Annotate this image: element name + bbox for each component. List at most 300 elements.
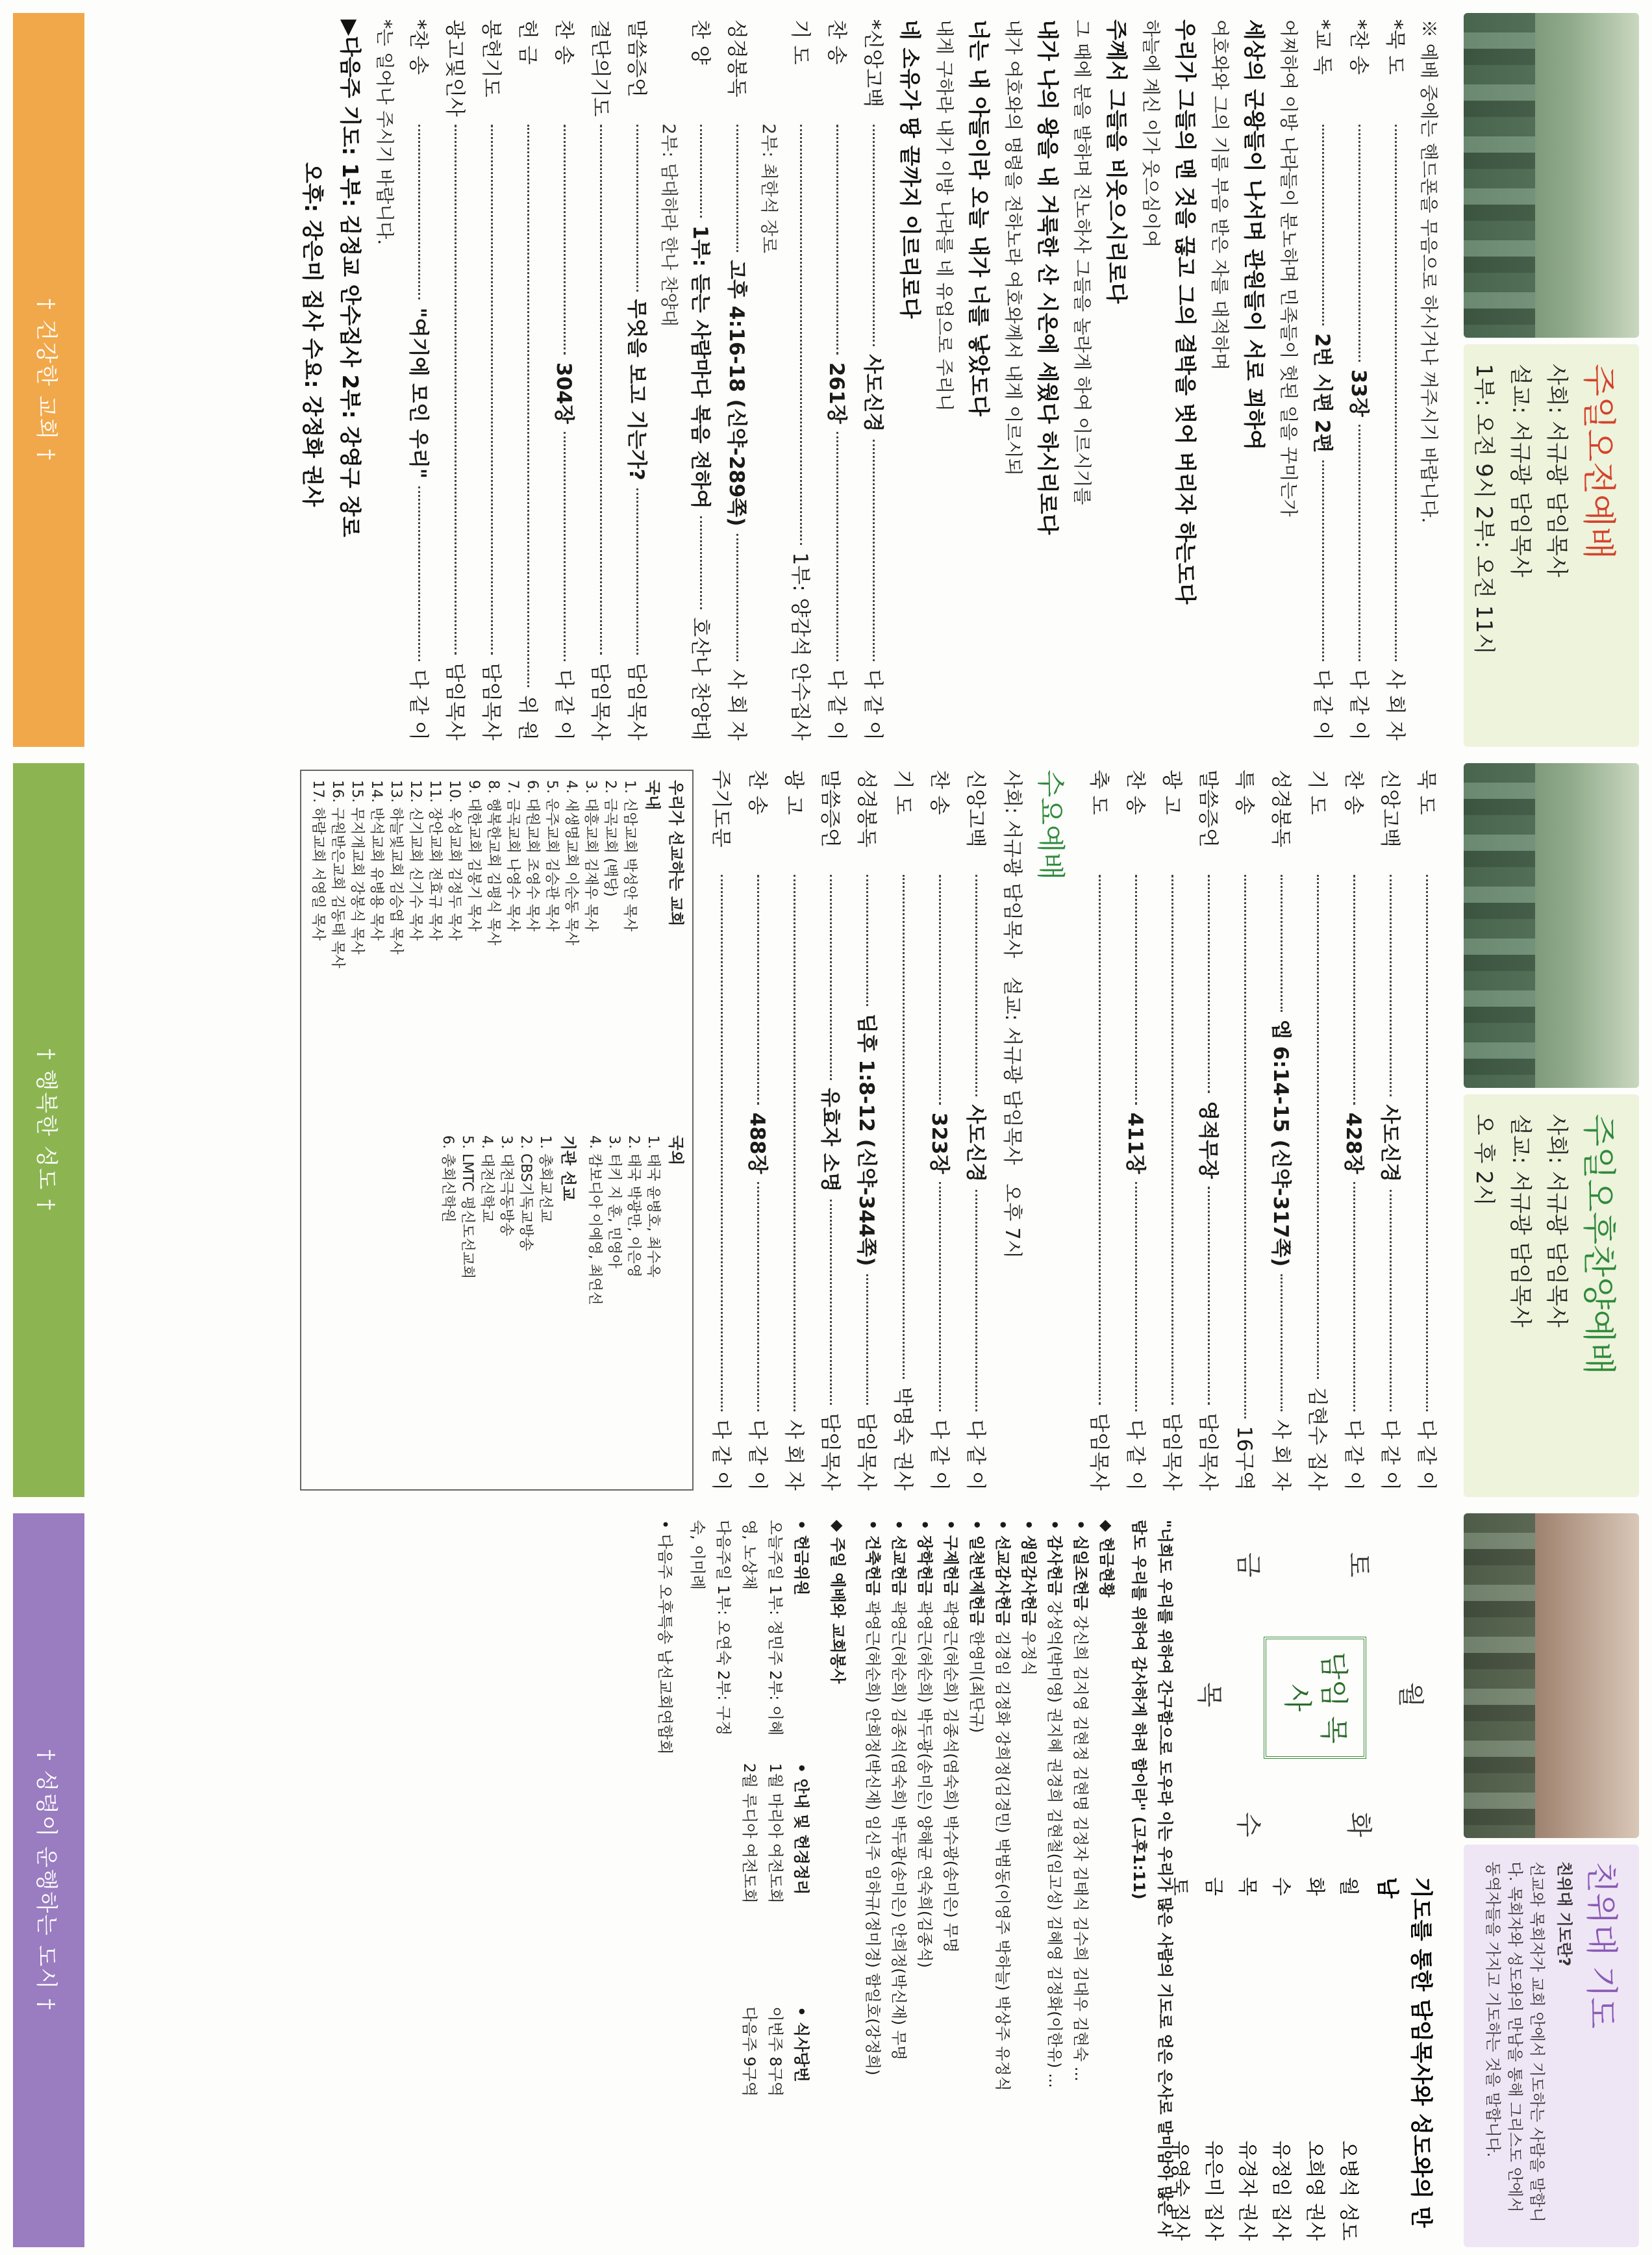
order-item: [1262, 770, 1299, 1491]
order-item-content: 411장: [1123, 1112, 1147, 1174]
order-item-leader: 담임목사: [818, 1413, 842, 1491]
order-item-label: 광 고: [1160, 770, 1183, 815]
dot-leader: [1358, 425, 1360, 662]
mission-foreign: [308, 1135, 686, 1480]
dot-leader: [866, 1274, 868, 1405]
mission-domestic-item: 12. 신기교회 신기수 목사: [407, 780, 423, 941]
dot-leader: [836, 432, 838, 662]
order-item: [509, 19, 545, 740]
mission-foreign-title: 국외: [667, 1135, 685, 1166]
dot-leader: [1171, 875, 1173, 1405]
choir-photo: [1464, 13, 1639, 338]
order-item: [1304, 19, 1340, 740]
roster-day: 토: [1168, 1877, 1191, 1896]
order-item-label: 성경봉독: [725, 19, 748, 97]
mission-foreign-list: [584, 1135, 662, 1480]
dot-leader: [1244, 875, 1246, 1418]
verse-bold: 세상의 군왕들이 나서며 관원들이 서로 꾀하여: [1242, 19, 1267, 451]
order-item: [545, 19, 582, 740]
mission-foreign-item: 1. 태국 윤병호, 최수옥: [645, 1135, 661, 1278]
order-item: [1340, 19, 1377, 740]
dot-leader: [757, 875, 759, 1105]
order-group-c: [682, 19, 755, 740]
mission-domestic-item: 4. 새생명교회 이순동 목사: [563, 780, 579, 946]
order-item-leader: 다 같 이: [1347, 669, 1370, 740]
offering-section: [860, 1520, 886, 2241]
mission-domestic-item: 14. 반석교회 유병용 목사: [368, 780, 384, 941]
mission-domestic-item: 17. 하람교회 서영일 목사: [310, 780, 326, 941]
mission-domestic-item: 10. 옥성교회 김정두 목사: [446, 780, 462, 941]
order-group-b: [782, 19, 891, 740]
order-item: [812, 770, 848, 1491]
order-item: [1226, 770, 1262, 1491]
wednesday-time: 오후 7시: [1001, 1183, 1023, 1259]
order-item-leader: 담임목사: [1196, 1413, 1220, 1491]
dot-leader: [736, 534, 738, 661]
dot-leader: [1322, 460, 1324, 661]
prayer-wheel: [1191, 1526, 1438, 1864]
order-item-label: *교 독: [1310, 19, 1334, 75]
dot-leader: [418, 486, 420, 661]
order-item: [400, 19, 436, 740]
dot-leader: [939, 1182, 941, 1412]
order-item-leader: 사 회 자: [725, 669, 748, 740]
order-item-content: 428장: [1342, 1112, 1365, 1174]
mission-org-item: 5. LMTC 평신도선교회: [459, 1135, 475, 1279]
verse-text: 어찌하여 이방 나라들이 분노하며 민족들이 헛된 일을 꾸미는가: [1278, 19, 1299, 517]
morning-header: [1444, 13, 1639, 747]
order-item-label: 축 도: [1087, 770, 1110, 815]
dot-leader: [1135, 1182, 1137, 1412]
dot-leader: [757, 1182, 759, 1412]
order-item-label: 광고및인사: [443, 19, 466, 117]
morning-preacher: 설교: 서규광 담임목사: [1507, 364, 1534, 577]
order-item-content: 무엇을 보고 기는가?: [625, 299, 648, 481]
order-item-leader: 다 같 이: [552, 669, 575, 740]
order-item-leader: 다 같 이: [825, 669, 848, 740]
mission-org-item: 3. 대전극동방송: [498, 1135, 514, 1237]
order-item-label: 찬 송: [927, 770, 951, 815]
afternoon-title: 주일오후찬양예배: [1579, 1114, 1618, 1375]
morning-title: 주일오전예배: [1579, 364, 1618, 560]
order-item-leader: 담임목사: [855, 1413, 878, 1491]
mission-domestic-item: 13. 하늘빛교회 김승엽 목사: [388, 780, 404, 955]
order-item-leader: 다 같 이: [1414, 1419, 1438, 1491]
order-item-content: "여기에 모인 우리": [407, 307, 430, 479]
mission-domestic-title: 국내: [644, 780, 662, 811]
order-item-label: 묵 도: [1414, 770, 1438, 815]
offering-section-names: 김경임 김정화 강희정(김경민) 박범동(이영주 박하늘) 박상주 유정식: [994, 1630, 1012, 2091]
mission-foreign-item: 2. 태국 박광만, 이은영: [625, 1135, 642, 1278]
order-group-d: [400, 19, 655, 740]
mission-domestic: [308, 780, 686, 1125]
dot-leader: [939, 875, 941, 1105]
panel-prayer-guard: [13, 1513, 1639, 2247]
order-item: [1371, 770, 1408, 1491]
order-item-content: 영적무장: [1196, 1101, 1220, 1179]
roster-name: 오병석 성도: [1337, 2140, 1360, 2241]
order-item-leader: 다 같 이: [1123, 1419, 1147, 1491]
mission-domestic-list: [308, 780, 639, 1125]
mission-org-item: 2. CBS기독교방송: [518, 1135, 534, 1252]
order-item-leader: 다 같 이: [1342, 1419, 1365, 1491]
morning-order: [97, 19, 1444, 740]
order-item-label: 기 도: [1305, 770, 1329, 815]
order-item-label: *신앙고백: [861, 19, 884, 108]
order-item-label: 기 도: [891, 770, 914, 815]
order-item-label: *묵 도: [1383, 19, 1407, 75]
order-item: [739, 770, 775, 1491]
dot-leader: [418, 125, 420, 299]
dot-leader: [1099, 875, 1101, 1405]
order-item-label: 결단의기도: [588, 19, 612, 117]
dot-leader: [903, 875, 905, 1379]
roster-day: 월: [1337, 1877, 1360, 1896]
order-item-leader: 다 같 이: [964, 1419, 987, 1491]
dot-leader: [600, 125, 602, 655]
dot-leader: [700, 516, 702, 609]
afternoon-times: 오 후 2시: [1471, 1114, 1497, 1206]
dot-leader: [866, 875, 868, 1006]
afternoon-host: 사회: 서규광 담임목사: [1544, 1114, 1570, 1328]
dot-leader: [873, 440, 875, 661]
order-item-label: 신앙고백: [964, 770, 987, 848]
roster-title: 기도를 통한 담임목사와 성도와의 만남: [1374, 1877, 1434, 2228]
order-item-content: 304장: [552, 362, 575, 424]
order-item-label: 봉헌기도: [479, 19, 503, 97]
wheel-mon: 월: [1395, 1682, 1425, 1707]
wednesday-order-list: [703, 770, 994, 1491]
order-item: [718, 19, 755, 740]
order-item-content: 유효자 소명: [818, 1087, 842, 1192]
order-item: [582, 19, 618, 740]
dot-leader: [836, 125, 838, 355]
offering-and-service: [97, 1520, 1178, 2241]
order-item-leader: 담임목사: [1160, 1413, 1183, 1491]
panel-sunday-morning: [13, 13, 1639, 747]
order-item-label: 광 고: [782, 770, 805, 815]
order-item-leader: 다 같 이: [927, 1419, 951, 1491]
dot-leader: [721, 875, 723, 1411]
dot-leader: [527, 125, 529, 687]
order-item-content: 2번 시편 2편: [1310, 333, 1334, 453]
dot-leader: [491, 125, 493, 655]
dot-leader: [830, 1200, 832, 1405]
offering-section-names: 곽영근(허순희) 김종석(염숙희) 박두광(송미은) 안희정(박신재) 무명: [890, 1600, 908, 2061]
dot-leader: [1353, 1182, 1355, 1412]
schedule-title: ◆ 주일 예배와 교회봉사: [829, 1520, 847, 1684]
wednesday-title: 수요예배: [1034, 770, 1067, 881]
order-item: [957, 770, 994, 1491]
prayer-question: 친위대 기도란?: [1555, 1861, 1573, 1967]
schedule-column: [684, 1763, 814, 1998]
roster-name: 유영숙 집사: [1168, 2140, 1191, 2241]
dot-leader: [700, 125, 702, 218]
next-prayer-line1: ▶다음주 기도: 1부: 김정교 안수집사 2부: 강영구 장로: [338, 19, 363, 537]
mission-domestic-item: 16. 구원받은교회 김동태 목사: [329, 780, 345, 968]
offering-section-title: • 건축헌금: [864, 1520, 882, 1596]
order-item-label: 성경봉독: [1269, 770, 1292, 848]
order-item: [473, 19, 509, 740]
roster-day: 목: [1236, 1877, 1258, 1896]
offering-section-names: 곽영근(허순희) 안희정(박신재) 임신주 임하규(정미경) 함일호(강정희): [864, 1600, 882, 2076]
order-item-content: 엡 6:14-15 (신약-317쪽): [1269, 1020, 1292, 1267]
order-item-label: *찬 송: [1347, 19, 1370, 75]
offering-section-names: 우정식: [1020, 1630, 1038, 1676]
schedule-line: 오늘주일 1부: 정민주 2부: 이혜영, 노상채: [740, 1520, 784, 1736]
prayer-title: 친위대 기도: [1583, 1861, 1620, 2029]
roster-name: 유은미 집사: [1202, 2140, 1225, 2241]
stand-note: *는 일어나 주시기 바랍니다.: [374, 19, 395, 246]
schedule-line: 다음주 9구역: [740, 2006, 758, 2097]
order-item: [884, 770, 921, 1491]
verse-bold: 우리가 그들의 맨 것을 끊고 그의 결박을 벗어 버리자 하는도다: [1173, 19, 1198, 605]
phone-notice: ※ 예배 중에는 핸드폰을 무음으로 하시거나 꺼주시기 바랍니다.: [1418, 19, 1440, 523]
praise-second-service: 2부: 담대하라 한나 찬양대: [658, 123, 679, 327]
order-item-label: 주기도문: [709, 770, 732, 848]
mission-domestic-item: 9. 대한교회 김봉기 목사: [466, 780, 482, 932]
prayer-header: [1444, 1513, 1639, 2247]
order-item-label: 찬 송: [825, 19, 848, 65]
wednesday-info: [1000, 770, 1029, 1491]
mission-org-item: 1. 총회교선교: [537, 1135, 553, 1223]
order-item-leader: 사 회 자: [1269, 1419, 1292, 1491]
next-prayer-line2: 오후: 강은미 집사 수요: 강정화 권사: [300, 162, 325, 507]
prayer-second-service: 2부: 최한석 장로: [758, 123, 779, 253]
dot-leader: [636, 488, 638, 655]
order-item: [1335, 770, 1371, 1491]
schedule-line: 2월 루디아 여전도회: [740, 1763, 758, 1904]
wheel-wed: 수: [1233, 1812, 1263, 1837]
order-item: [1299, 770, 1335, 1491]
offering-section: [938, 1520, 964, 2241]
schedule-line: 1월 마리아 여전도회: [766, 1763, 784, 1904]
wheel-fri: 금: [1233, 1552, 1263, 1578]
wheel-thu: 목: [1194, 1682, 1224, 1707]
wheel-sat: 토: [1344, 1552, 1373, 1578]
mission-foreign-item: 3. 터키 지 훈, 민영아: [606, 1135, 622, 1268]
offering-section: [964, 1520, 990, 2241]
mission-org-list: [438, 1135, 555, 1480]
roster-day: 수: [1270, 1877, 1292, 1896]
order-item: [1117, 770, 1153, 1491]
order-item-label: 찬 양: [688, 19, 712, 65]
roster-row: [1264, 1877, 1297, 2241]
order-item-leader: 사 회 자: [782, 1419, 805, 1491]
dot-leader: [1353, 875, 1355, 1105]
order-item-content: 323장: [927, 1112, 951, 1174]
roster-list: [1162, 1877, 1365, 2241]
schedule-heading: • 헌금위원: [792, 1520, 810, 1596]
verse-bold: 네 소유가 땅 끝까지 이르리로다: [897, 19, 923, 319]
mission-domestic-item: 3. 대흥교회 김재우 목사: [582, 780, 599, 932]
mission-domestic-item: 11. 장안교회 전효규 목사: [427, 780, 443, 941]
order-item-label: 찬 송: [552, 19, 575, 65]
order-item-label: 말씀증언: [818, 770, 842, 848]
order-item-leader: 사 회 자: [1383, 669, 1407, 740]
order-item: [818, 19, 855, 740]
schedule-line: 다음주일 1부: 오연숙 2부: 구정숙, 이미례: [688, 1520, 732, 1736]
order-item-leader: 김현수 집사: [1305, 1387, 1329, 1491]
panel-afternoon-wednesday: [13, 763, 1639, 1497]
offering-section-names: 곽영근(허순희) 김종석(염숙희) 박수광(송미은) 무명: [942, 1600, 960, 1953]
offering-list: [860, 1520, 1094, 2241]
offering-section-title: • 일천번제헌금: [968, 1520, 986, 1626]
dot-leader: [564, 432, 566, 662]
footer-healthy-church: † 건강한 교회 †: [13, 13, 84, 747]
order-item-leader: 담임목사: [588, 662, 612, 740]
offering-section: [1068, 1520, 1094, 2241]
offering-section: [990, 1520, 1016, 2241]
dot-leader: [564, 125, 566, 355]
offering-section-title: • 십일조헌금: [1071, 1520, 1090, 1611]
dot-leader: [975, 875, 977, 1096]
order-item-leader: 다 같 이: [709, 1419, 732, 1491]
order-item-label: 말씀증언: [1196, 770, 1220, 848]
dot-leader: [1395, 125, 1397, 661]
mission-domestic-item: 1. 신암교회 박성안 목사: [621, 780, 638, 932]
roster-row: [1230, 1877, 1264, 2241]
schedule-heading: • 안내 및 헌경정리: [792, 1763, 810, 1895]
order-item-label: 신앙고백: [1378, 770, 1401, 848]
worship-photo: [1464, 763, 1639, 1088]
order-item-leader: 위 원: [516, 695, 539, 740]
dot-leader: [736, 125, 738, 252]
order-item-label: 성경봉독: [855, 770, 878, 848]
roster-day: 금: [1202, 1877, 1225, 1896]
offering-section: [1042, 1520, 1068, 2241]
offering-section-title: • 장학헌금: [916, 1520, 934, 1596]
dot-leader: [1281, 875, 1283, 1012]
dot-leader: [800, 125, 802, 545]
morning-header-box: [1464, 344, 1639, 747]
wednesday-preacher: 설교: 서규광 담임목사: [1001, 976, 1023, 1165]
offering-section-names: 강성억(박미영) 권지혜 권경희 김현철(임고성) 김혜영 김정화(이한유) ...: [1045, 1600, 1064, 2088]
afternoon-order-list: [1081, 770, 1444, 1491]
offering-section-names: 곽영근(허순희) 박두광(송미은) 양해균 연숙희(김종석): [916, 1600, 934, 1969]
order-item-content: 딤후 1:8-12 (신약-344쪽): [855, 1013, 878, 1266]
order-item-leader: 호산나 찬양대: [688, 617, 712, 740]
mission-domestic-item: 8. 행복한교회 김평식 목사: [485, 780, 501, 946]
roster-name: 오희영 권사: [1303, 2140, 1326, 2241]
dot-leader: [1390, 1190, 1392, 1411]
dot-leader: [455, 125, 457, 655]
verse-text: 그 때에 분을 발하며 진노하사 그들을 놀라게 하여 이르시기를: [1071, 19, 1093, 505]
mission-domestic-item: 6. 대원교회 조영수 목사: [524, 780, 540, 932]
schedule-list: [684, 1520, 814, 2241]
order-item: [682, 19, 718, 740]
mission-foreign-item: 4. 캄보디아 이예영, 최연선: [586, 1135, 603, 1305]
order-item-leader: 다 같 이: [1310, 669, 1334, 740]
offering-section-title: • 구제헌금: [942, 1520, 960, 1596]
order-item: [1153, 770, 1190, 1491]
verse-bold: 내가 나의 왕을 내 거룩한 산 시온에 세웠다 하시리로다: [1035, 19, 1060, 535]
offering-section: [912, 1520, 938, 2241]
order-item-leader: 다 같 이: [745, 1419, 769, 1491]
order-item: [1377, 19, 1413, 740]
schedule-line: 이번주 8구역: [766, 2006, 784, 2097]
mission-domestic-item: 7. 금곡교회 나영수 목사: [505, 780, 521, 932]
offering-title: ◆ 헌금현황: [1097, 1520, 1116, 1598]
order-item-label: 특 송: [1233, 770, 1256, 815]
order-item-label: 찬 송: [1123, 770, 1147, 815]
afternoon-special-song: • 다음주 오후특송 남선교회연합회: [656, 1520, 674, 1755]
footer-spirit-city: † 성령이 운행하는 도시 †: [13, 1513, 84, 2247]
schedule-column: [684, 2006, 814, 2241]
scripture-quote: "너희도 우리를 위하여 간구함으로 도우라 이는 우리가 많은 사람의 기도로 얻은 은사로 말미암아 많은 사람도 우리를 위하여 감사하게 하려 함이라" (고후1:11): [1130, 1520, 1174, 2237]
offering-section-title: • 선교헌금: [890, 1520, 908, 1596]
mission-org-title: 기관 선교: [559, 1135, 577, 1202]
order-item: [1081, 770, 1117, 1491]
order-item-content: 사도신경: [1378, 1104, 1401, 1183]
morning-host: 사회: 서규광 담임목사: [1544, 364, 1570, 577]
wheel-tue: 화: [1344, 1812, 1373, 1837]
order-item-label: 말씀증언: [625, 19, 648, 97]
dot-leader: [636, 125, 638, 292]
mission-box: [300, 770, 694, 1491]
order-item-content: 261장: [825, 362, 848, 424]
offering-section-title: • 감사헌금: [1045, 1520, 1064, 1596]
order-item: [1408, 770, 1444, 1491]
prayer-title-box: [1464, 1845, 1639, 2247]
mission-org-item: 6. 총회신학원: [440, 1135, 456, 1223]
afternoon-order: [97, 770, 1444, 1491]
dot-leader: [1426, 875, 1428, 1411]
dot-leader: [873, 125, 875, 346]
morning-times: 1부: 오전 9시 2부: 오전 11시: [1471, 364, 1497, 655]
order-item: [921, 770, 957, 1491]
order-item-leader: 담임목사: [625, 662, 648, 740]
order-item: [618, 19, 655, 740]
roster-row: [1196, 1877, 1230, 2241]
order-item-leader: 다 같 이: [407, 669, 430, 740]
wheel-center-pastor: 담임 목사: [1264, 1637, 1366, 1759]
prayer-photo: [1464, 1513, 1639, 1838]
dot-leader: [1322, 125, 1324, 325]
offering-section-names: 한영미(최단규): [968, 1630, 986, 1733]
order-item-leader: 담임목사: [1087, 1413, 1110, 1491]
order-item-leader: 16구역: [1233, 1426, 1256, 1491]
afternoon-header: [1444, 763, 1639, 1497]
dot-leader: [1317, 875, 1319, 1379]
dot-leader: [1390, 875, 1392, 1096]
offering-section-title: • 생일감사헌금: [1020, 1520, 1038, 1626]
order-item-leader: 박명숙 권사: [891, 1387, 914, 1491]
order-item-label: 찬 송: [745, 770, 769, 815]
order-item-content: 488장: [745, 1112, 769, 1174]
offering-section-names: 강신희 김지영 김현정 김현명 김정자 김태식 김수희 김대우 김현숙 ...: [1071, 1615, 1090, 2082]
order-item: [782, 19, 818, 740]
verse-text: 내게 구하라 내가 이방 나라를 네 유업으로 주리니: [934, 19, 955, 412]
dot-leader: [1281, 1274, 1283, 1411]
mission-domestic-item: 2. 금곡교회 (백당): [602, 780, 618, 897]
mission-domestic-item: 15. 무지개교회 강봉식 목사: [349, 780, 365, 955]
roster-name: 유경자 권사: [1236, 2140, 1258, 2241]
roster-name: 유정임 집사: [1270, 2140, 1292, 2241]
mission-box-title: 우리가 선교하는 교회: [667, 780, 685, 927]
dot-leader: [1208, 875, 1210, 1093]
order-item-label: *찬 송: [407, 19, 430, 75]
order-item-label: 기 도: [788, 19, 812, 65]
order-item: [703, 770, 739, 1491]
order-item-content: 1부: 듣는 사람마다 복음 전하여: [688, 225, 712, 509]
order-item: [1190, 770, 1226, 1491]
dot-leader: [794, 875, 795, 1411]
prayer-description: 선교와 목회자가 교회 안에서 기도하는 사람을 말합니다. 목회자와 성도와의 만남을 통해 그리스도 안에서 동역자들을 가지고 기도하는 것을 말합니다.: [1484, 1861, 1546, 2223]
order-item-content: 사도신경: [861, 354, 884, 433]
order-item-leader: 담임목사: [443, 662, 466, 740]
order-item-label: 헌 금: [516, 19, 539, 65]
